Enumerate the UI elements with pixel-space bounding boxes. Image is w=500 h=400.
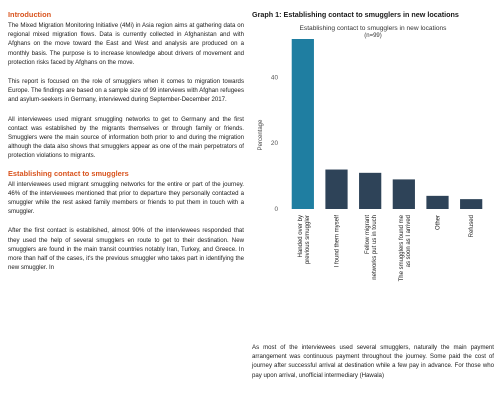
- y-tick-label: 0: [274, 206, 278, 213]
- payment-paragraph: As most of the interviewees used several smugglers, naturally the main payment arrangement was continuous payment throughout the journey. Some paid the cost of journey after successful arrival at destination while a few pay in advance. For those who pay upon arrival, unofficial intermediary (Hawala): [252, 344, 494, 379]
- x-tick-label: Handed over byprevious smuggler: [297, 215, 311, 265]
- graph-heading: Graph 1: Establishing contact to smugglers in new locations: [252, 10, 459, 19]
- establishing-paragraph: All interviewees used migrant smuggling networks for the entire or part of the journey. 46% of the interviewees mentioned that prior to departure they personally contacted a smuggler while the rest asked family members or friends to put them in touch with a smuggler.: [8, 180, 244, 216]
- x-tick-label: The smugglers found meas soon as I arrived: [398, 215, 412, 282]
- y-axis-label: Percentage: [258, 119, 264, 151]
- right-column: [252, 10, 494, 309]
- report-paragraph: This report is focused on the role of smugglers when it comes to migration towards Europe. The findings are based on a sample size of 99 interviews with Afghan refugees and asylum-seekers in Germany, interviewed during September-December 2017.: [8, 78, 244, 104]
- bar: [393, 179, 415, 209]
- chart-subtitle: (n=99): [364, 33, 382, 39]
- intro-heading: Introduction: [8, 10, 52, 19]
- x-tick-label: Other: [435, 215, 442, 231]
- y-tick-label: 40: [270, 74, 278, 82]
- x-tick-label: Refused: [469, 215, 476, 238]
- x-tick-label: I found them myself: [334, 215, 341, 268]
- bar: [292, 39, 314, 209]
- bar: [426, 196, 448, 209]
- migrants-paragraph: All interviewees used migrant smuggling networks to get to Germany and the first contact was established by the migrants themselves or through family or friends. Smugglers were the main source of information both prior to and during the migration although the data also shows that smugglers appear as one of the main perpetrators of protection violations to migrants.: [8, 115, 244, 160]
- y-tick-label: 20: [270, 140, 278, 148]
- x-tick-label: Fellow migrantnetworks put us in touch: [365, 215, 379, 280]
- bottom-right-text: [252, 343, 494, 390]
- bar: [359, 173, 381, 209]
- left-column: [8, 10, 244, 282]
- after-paragraph: After the first contact is established, almost 90% of the interviewees responded that they used the help of several smugglers en route to get to their destination. New smugglers are found in the main transit countries notably Iran, Turkey, and Greece. In more than half of the cases, it's the previous smuggler who takes part in identifying the new smuggler. In: [8, 227, 244, 272]
- intro-paragraph: The Mixed Migration Monitoring Initiative (4Mi) in Asia region aims at gathering data on regional mixed migration flows. Data is currently collected in Afghanistan and with Afghans on the move toward the East and West and analysis are produced on a monthly basis. The purpose is to increase knowledge about drivers of movement and protection risks faced by Afghans on the move.: [8, 22, 244, 66]
- chart-title: Establishing contact to smugglers in new locations: [299, 25, 447, 32]
- bar: [460, 199, 482, 209]
- bar: [325, 170, 347, 209]
- establishing-heading: Establishing contact to smugglers: [8, 168, 129, 178]
- bar-chart: [252, 39, 494, 304]
